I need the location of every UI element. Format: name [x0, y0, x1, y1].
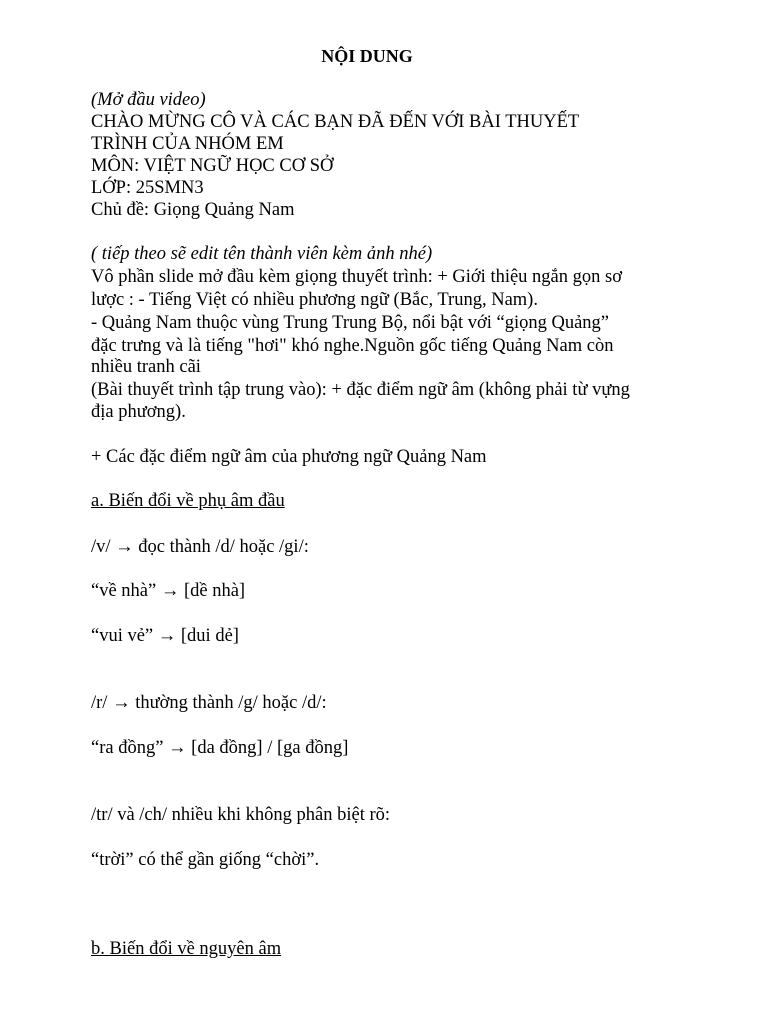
- example-vui-ve: “vui vẻ” → [dui dẻ]: [91, 626, 239, 646]
- rule-tr-ch: /tr/ và /ch/ nhiều khi không phân biệt rõ:: [91, 805, 391, 825]
- body-paragraph-line: (Bài thuyết trình tập trung vào): + đặc điểm ngữ âm (không phải từ vựng: [91, 380, 630, 400]
- intro-note: (Mở đầu video): [91, 90, 206, 110]
- greeting-line-1: CHÀO MỪNG CÔ VÀ CÁC BẠN ĐÃ ĐẾN VỚI BÀI THUYẾT: [91, 112, 580, 132]
- body-paragraph-line: - Quảng Nam thuộc vùng Trung Trung Bộ, nổi bật với “giọng Quảng”: [91, 313, 610, 333]
- body-paragraph-line: Vô phần slide mở đầu kèm giọng thuyết trình: + Giới thiệu ngắn gọn sơ: [91, 267, 622, 287]
- body-paragraph-line: lược : - Tiếng Việt có nhiều phương ngữ (Bắc, Trung, Nam).: [91, 290, 538, 310]
- greeting-line-2: TRÌNH CỦA NHÓM EM: [91, 134, 284, 154]
- body-paragraph-line: nhiều tranh cãi: [91, 357, 201, 377]
- body-note: ( tiếp theo sẽ edit tên thành viên kèm ảnh nhé): [91, 244, 433, 264]
- class-line: LỚP: 25SMN3: [91, 178, 204, 198]
- body-paragraph-line: địa phương).: [91, 402, 186, 422]
- features-heading: + Các đặc điểm ngữ âm của phương ngữ Quảng Nam: [91, 447, 487, 467]
- subject-line: MÔN: VIỆT NGỮ HỌC CƠ SỞ: [91, 156, 334, 176]
- body-paragraph-line: đặc trưng và là tiếng "hơi" khó nghe.Nguồn gốc tiếng Quảng Nam còn: [91, 336, 614, 356]
- rule-v: /v/ → đọc thành /d/ hoặc /gi/:: [91, 537, 309, 557]
- section-b-heading: b. Biến đổi về nguyên âm: [91, 939, 282, 959]
- topic-line: Chủ đề: Giọng Quảng Nam: [91, 200, 295, 220]
- example-ve-nha: “về nhà” → [dề nhà]: [91, 581, 246, 601]
- page-title: NỘI DUNG: [321, 46, 413, 66]
- rule-r: /r/ → thường thành /g/ hoặc /d/:: [91, 693, 327, 713]
- example-ra-dong: “ra đồng” → [da đồng] / [ga đồng]: [91, 738, 349, 758]
- section-a-heading: a. Biến đổi về phụ âm đầu: [91, 491, 285, 511]
- example-troi: “trời” có thể gần giống “chời”.: [91, 850, 320, 870]
